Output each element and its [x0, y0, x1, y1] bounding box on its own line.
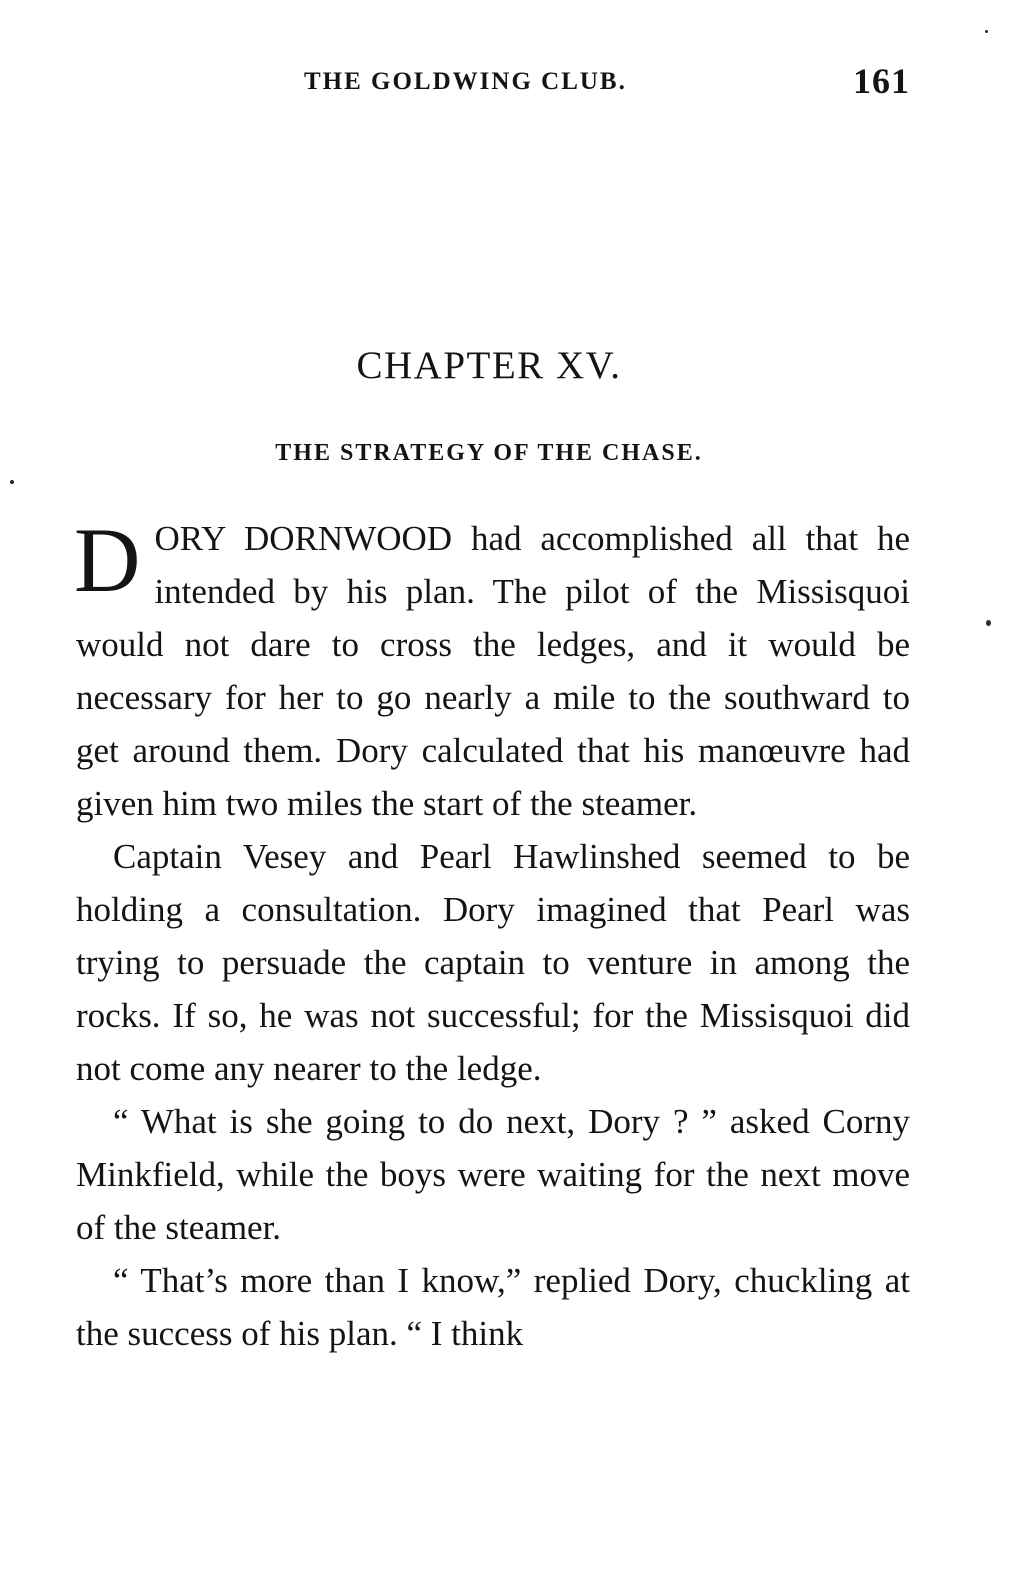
- scan-speck: [10, 480, 14, 484]
- paragraph-1-text: ORY DORNWOOD had accomplished all that he intended by his plan. The pilot of the Missisquoi would not dare to cross the ledges, and it would be necessary for her to go nearly a mile to the southward to get around them. Dory calculated that his manœuvre had given him two miles the start of the steamer.: [76, 519, 910, 823]
- paragraph-2: Captain Vesey and Pearl Hawlinshed seemed to be holding a consultation. Dory imagined that Pearl was trying to persuade the captain to venture in among the rocks. If so, he was not successful; for the Missisquoi did not come any nearer to the ledge.: [76, 837, 910, 1088]
- scan-speck: [985, 30, 988, 33]
- paragraph-1: [74, 509, 910, 830]
- scan-speck: [986, 620, 991, 626]
- page-number: 161: [853, 61, 910, 101]
- running-title: THE GOLDWING CLUB.: [304, 68, 627, 95]
- chapter-subtitle: THE STRATEGY OF THE CHASE.: [275, 440, 703, 466]
- paragraph-3: “ What is she going to do next, Dory ? ” asked Corny Minkfield, while the boys were waiting for the next move of the steamer.: [76, 1102, 910, 1247]
- drop-cap: D: [74, 509, 141, 611]
- body-text: [74, 509, 910, 1360]
- chapter-title: CHAPTER XV.: [356, 344, 622, 387]
- running-head: [76, 60, 910, 104]
- paragraph-4: “ That’s more than I know,” replied Dory, chuckling at the success of his plan. “ I think: [76, 1261, 910, 1353]
